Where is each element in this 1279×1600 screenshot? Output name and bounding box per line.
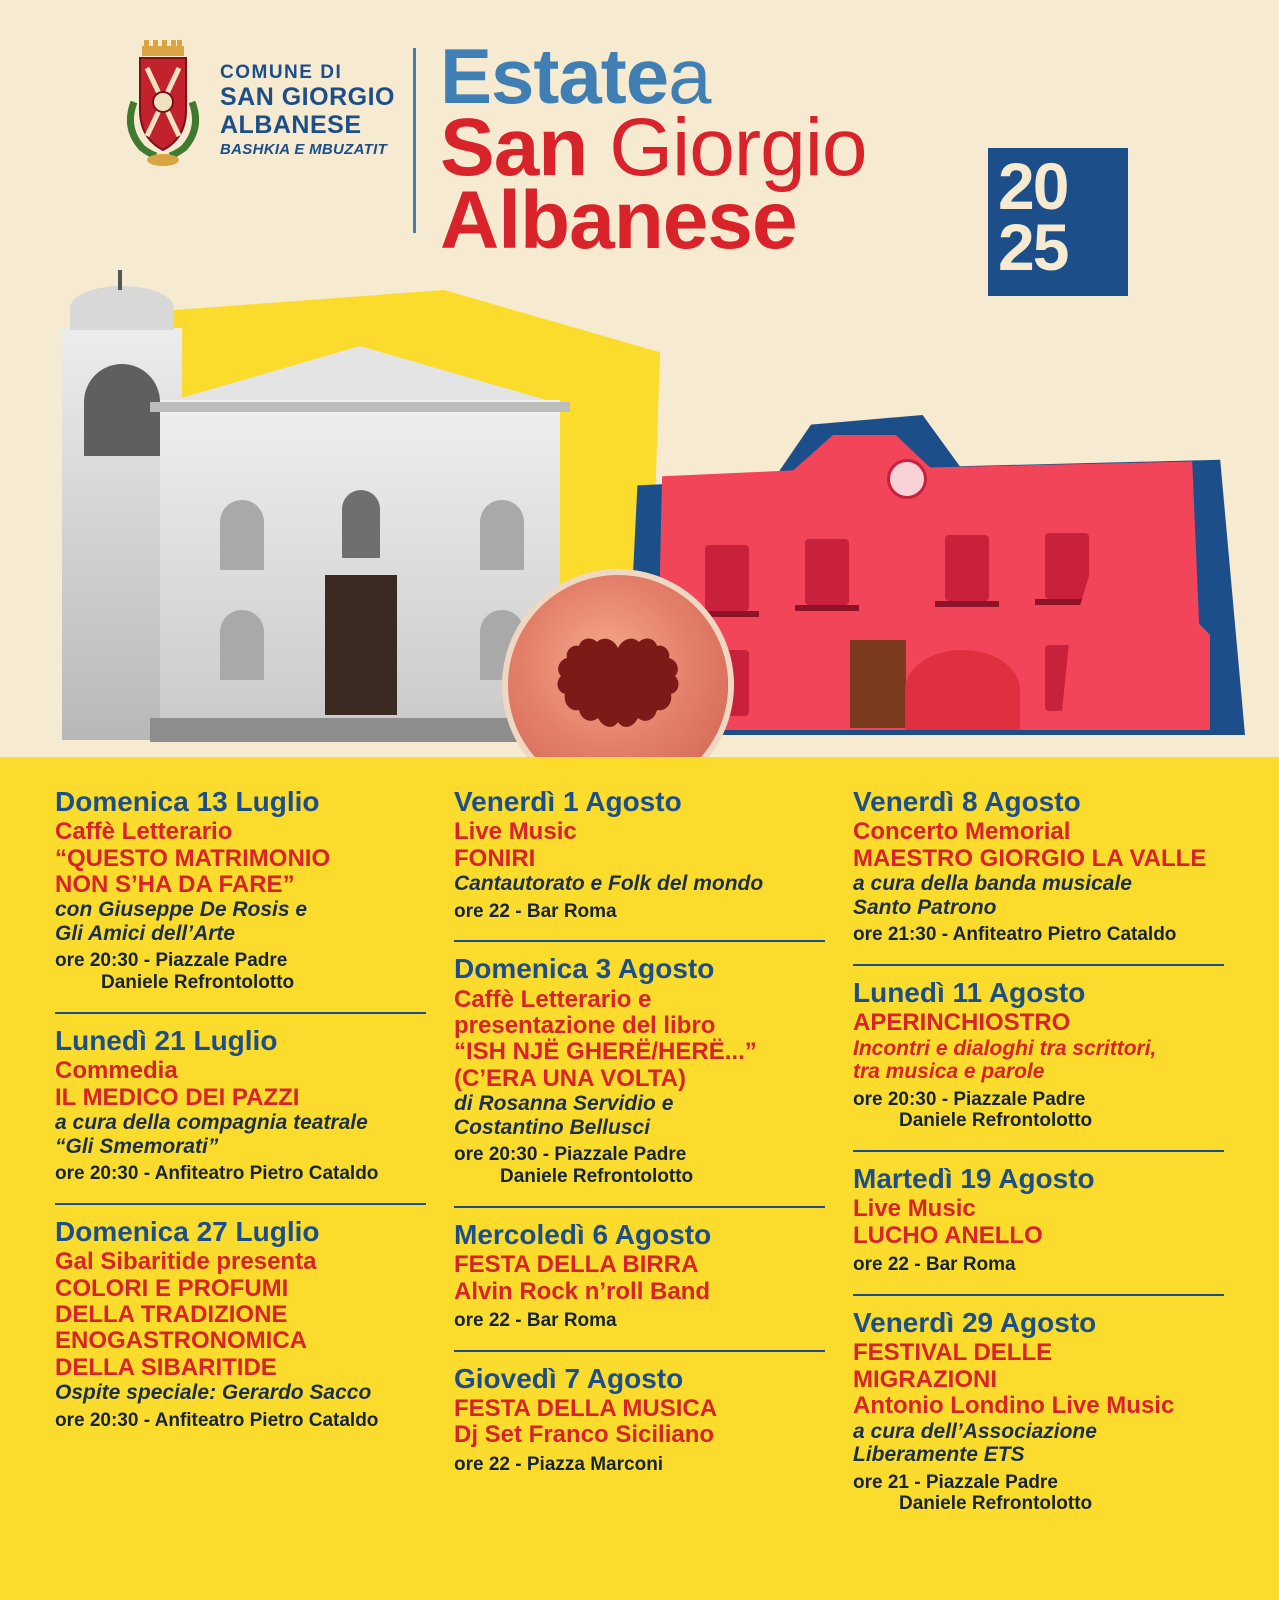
comune-line-4: BASHKIA E MBUZATIT — [220, 141, 388, 159]
church-window-right — [480, 500, 524, 570]
event-time-place: ore 21 - Piazzale Padre — [853, 1471, 1058, 1493]
church-niche — [342, 490, 380, 558]
event-date: Domenica 3 Agosto — [454, 953, 715, 985]
event-detail: “Gli Smemorati” — [55, 1134, 219, 1158]
event-when — [853, 1089, 1224, 1133]
town-hall-balcony — [935, 601, 999, 607]
event-item — [55, 1012, 426, 1195]
event-when — [853, 1472, 1224, 1516]
comune-line-2: SAN GIORGIO — [220, 83, 395, 112]
event-time-place: ore 22 - Bar Roma — [454, 900, 617, 922]
event-line: Caffè Letterario — [55, 818, 233, 846]
title-line-3: Albanese — [440, 175, 797, 267]
cross-icon — [118, 270, 122, 290]
poster-header — [0, 0, 1279, 300]
event-line: Dj Set Franco Siciliano — [454, 1421, 715, 1449]
event-line: Alvin Rock n’roll Band — [454, 1277, 711, 1305]
event-line: Gal Sibaritide presenta — [55, 1248, 317, 1276]
event-detail: di Rosanna Servidio e — [454, 1092, 674, 1116]
event-time-place: ore 20:30 - Piazzale Padre — [55, 950, 288, 972]
church-gable — [160, 346, 560, 404]
event-place-cont: Daniele Refrontolotto — [101, 972, 295, 994]
event-title: APERINCHIOSTRO — [853, 1009, 1071, 1037]
church-window-left — [220, 500, 264, 570]
town-hall-balcony — [795, 605, 859, 611]
event-title: ENOGASTRONOMICA — [55, 1327, 307, 1355]
event-detail: con Giuseppe De Rosis e — [55, 898, 308, 922]
town-hall-window — [1045, 533, 1089, 599]
event-place-cont: Daniele Refrontolotto — [899, 1110, 1093, 1132]
event-when — [454, 901, 825, 923]
town-hall-window — [705, 545, 749, 611]
coat-of-arms-icon — [120, 40, 206, 168]
event-date: Domenica 13 Luglio — [55, 786, 320, 817]
church-door — [325, 575, 397, 715]
event-title: IL MEDICO DEI PAZZI — [55, 1083, 300, 1111]
event-line: Live Music — [853, 1195, 976, 1223]
town-hall-window — [805, 539, 849, 605]
title-word-giorgio: Giorgio — [609, 102, 867, 194]
event-detail: Incontri e dialoghi tra scrittori, — [853, 1036, 1157, 1060]
event-item — [454, 1206, 825, 1342]
program-column-2 — [454, 787, 825, 1600]
year-badge: 20 25 — [988, 148, 1128, 296]
event-date: Lunedì 11 Agosto — [853, 976, 1086, 1008]
event-time-place: ore 22 - Piazza Marconi — [454, 1453, 664, 1475]
event-title: “ISH NJË GHERË/HERË...” — [454, 1038, 757, 1066]
event-title: DELLA SIBARITIDE — [55, 1353, 277, 1381]
town-hall-window — [945, 535, 989, 601]
event-detail: a cura dell’Associazione — [853, 1419, 1097, 1443]
clock-icon — [887, 459, 927, 499]
event-detail: Ospite speciale: Gerardo Sacco — [55, 1381, 372, 1405]
event-date: Giovedì 7 Agosto — [454, 1362, 684, 1394]
event-item — [853, 1294, 1224, 1525]
event-time-place: ore 21:30 - Anfiteatro Pietro Cataldo — [853, 924, 1177, 946]
event-title: FESTIVAL DELLE — [853, 1339, 1053, 1367]
event-detail: Liberamente ETS — [853, 1443, 1025, 1467]
event-date: Martedì 19 Agosto — [853, 1163, 1095, 1195]
event-when — [55, 1163, 426, 1185]
comune-line-3: ALBANESE — [220, 111, 362, 140]
event-line: Caffè Letterario e — [454, 985, 652, 1013]
event-title: “QUESTO MATRIMONIO — [55, 844, 331, 872]
bell-arch — [84, 364, 160, 456]
event-detail: tra musica e parole — [853, 1060, 1045, 1084]
event-when — [454, 1144, 825, 1188]
event-date: Venerdì 8 Agosto — [853, 786, 1081, 817]
event-title: MIGRAZIONI — [853, 1365, 997, 1393]
event-item — [55, 787, 426, 1004]
event-item — [454, 1350, 825, 1486]
event-when — [454, 1454, 825, 1476]
event-detail: a cura della banda musicale — [853, 872, 1132, 896]
event-when — [454, 1310, 825, 1332]
event-line: Concerto Memorial — [853, 818, 1071, 846]
program-section — [0, 757, 1279, 1600]
bell-tower-dome — [70, 286, 174, 330]
event-item — [853, 787, 1224, 956]
program-column-3 — [853, 787, 1224, 1600]
event-detail: a cura della compagnia teatrale — [55, 1111, 368, 1135]
event-item — [55, 1203, 426, 1442]
title-word-estate: Estate — [440, 32, 669, 120]
event-time-place: ore 20:30 - Anfiteatro Pietro Cataldo — [55, 1409, 379, 1431]
event-time-place: ore 20:30 - Piazzale Padre — [454, 1144, 687, 1166]
event-detail: Costantino Bellusci — [454, 1115, 651, 1139]
event-title: (C’ERA UNA VOLTA) — [454, 1064, 686, 1092]
event-title: FESTA DELLA MUSICA — [454, 1394, 718, 1422]
title-word-san: San — [440, 102, 588, 194]
event-place-cont: Daniele Refrontolotto — [899, 1493, 1093, 1515]
event-line: presentazione del libro — [454, 1012, 716, 1039]
event-title: FESTA DELLA BIRRA — [454, 1251, 699, 1279]
event-when — [853, 924, 1224, 946]
event-item — [454, 787, 825, 932]
event-title: MAESTRO GIORGIO LA VALLE — [853, 844, 1207, 872]
event-item — [853, 1150, 1224, 1286]
event-line: Live Music — [454, 818, 577, 846]
header-divider — [413, 48, 416, 233]
town-hall-balcony — [695, 611, 759, 617]
photo-collage — [0, 270, 1279, 760]
event-item — [454, 940, 825, 1198]
event-detail: Gli Amici dell’Arte — [55, 921, 236, 945]
event-place-cont: Daniele Refrontolotto — [500, 1166, 694, 1188]
event-detail: Santo Patrono — [853, 895, 997, 919]
church-window-lower-left — [220, 610, 264, 680]
event-date: Venerdì 1 Agosto — [454, 786, 682, 817]
program-column-1 — [55, 787, 426, 1600]
comune-line-1: COMUNE DI — [220, 62, 343, 83]
event-title: NON S’HA DA FARE” — [55, 871, 295, 899]
event-when — [55, 1410, 426, 1432]
event-title: FONIRI — [454, 844, 536, 872]
event-time-place: ore 20:30 - Piazzale Padre — [853, 1088, 1086, 1110]
title-word-a: a — [668, 32, 711, 120]
town-hall-door — [850, 640, 906, 728]
event-title: LUCHO ANELLO — [853, 1221, 1043, 1249]
event-line: Antonio Londino Live Music — [853, 1392, 1175, 1420]
event-time-place: ore 22 - Bar Roma — [454, 1309, 617, 1331]
event-title: DELLA TRADIZIONE — [55, 1301, 288, 1329]
event-date: Domenica 27 Luglio — [55, 1216, 320, 1248]
event-line: Commedia — [55, 1057, 178, 1085]
event-time-place: ore 22 - Bar Roma — [853, 1254, 1016, 1276]
event-title: COLORI E PROFUMI — [55, 1274, 289, 1302]
event-when — [853, 1254, 1224, 1276]
bush — [905, 650, 1020, 730]
event-detail: Cantautorato e Folk del mondo — [454, 872, 764, 896]
municipality-text — [220, 40, 395, 159]
event-date: Lunedì 21 Luglio — [55, 1025, 278, 1057]
event-when — [55, 950, 426, 994]
municipality-branding — [120, 40, 395, 168]
event-date: Venerdì 29 Agosto — [853, 1307, 1097, 1339]
event-item — [853, 964, 1224, 1142]
event-time-place: ore 20:30 - Anfiteatro Pietro Cataldo — [55, 1163, 379, 1185]
church-cornice — [150, 402, 570, 412]
event-date: Mercoledì 6 Agosto — [454, 1218, 712, 1250]
